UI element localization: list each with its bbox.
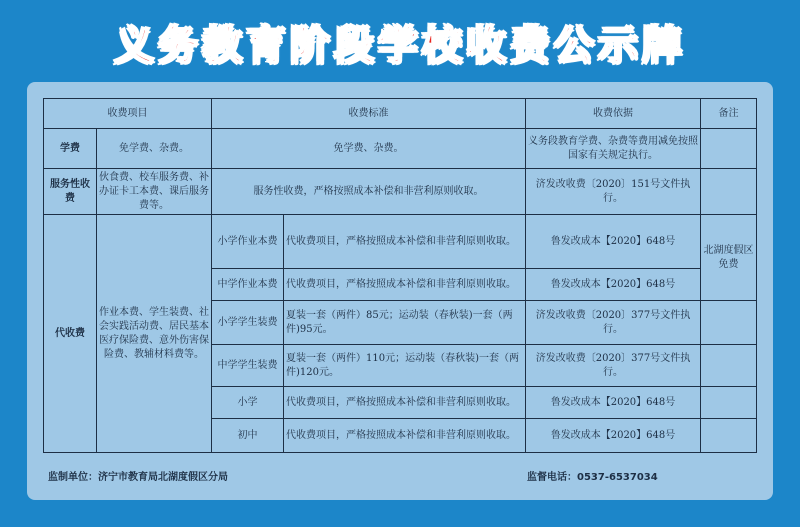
standard: 夏装一套（两件）85元；运动装（春秋装)一套（两件)95元。 <box>284 301 526 345</box>
supervisor-unit: 监制单位：济宁市教育局北湖度假区分局 <box>48 472 228 483</box>
category: 学费 <box>44 129 97 169</box>
remark <box>701 129 757 169</box>
header-item: 收费项目 <box>44 99 212 129</box>
basis: 济发改收费〔2020〕151号文件执行。 <box>526 169 701 215</box>
header-basis: 收费依据 <box>526 99 701 129</box>
basis: 济发改收费〔2020〕377号文件执行。 <box>526 345 701 387</box>
sub-item: 中学作业本费 <box>212 269 284 301</box>
page-title: 义务教育阶段学校收费公示牌 <box>114 23 686 69</box>
remark <box>701 301 757 345</box>
standard: 代收费项目，严格按照成本补偿和非营利原则收取。 <box>284 215 526 269</box>
header-remark: 备注 <box>701 99 757 129</box>
basis: 鲁发改成本【2020】648号 <box>526 387 701 419</box>
remark: 北湖度假区免费 <box>701 215 757 301</box>
basis: 鲁发改成本【2020】648号 <box>526 215 701 269</box>
items: 作业本费、学生装费、社会实践活动费、居民基本医疗保险费、意外伤害保险费、教辅材料费等。 <box>97 215 212 453</box>
basis: 鲁发改成本【2020】648号 <box>526 269 701 301</box>
category: 服务性收费 <box>44 169 97 215</box>
basis: 济发改收费〔2020〕377号文件执行。 <box>526 301 701 345</box>
sub-item: 小学作业本费 <box>212 215 284 269</box>
supervision-phone: 监督电话：0537-6537034 <box>527 472 658 483</box>
standard: 代收费项目，严格按照成本补偿和非营利原则收取。 <box>284 387 526 419</box>
items: 免学费、杂费。 <box>97 129 212 169</box>
remark <box>701 169 757 215</box>
sub-item: 初中 <box>212 419 284 453</box>
table-header-row <box>44 99 757 129</box>
basis: 鲁发改成本【2020】648号 <box>526 419 701 453</box>
sub-item: 小学 <box>212 387 284 419</box>
basis: 义务段教育学费、杂费等费用减免按照国家有关规定执行。 <box>526 129 701 169</box>
sub-item: 小学学生装费 <box>212 301 284 345</box>
standard: 夏装一套（两件）110元；运动装（春秋装)一套（两件)120元。 <box>284 345 526 387</box>
remark <box>701 387 757 419</box>
header-standard: 收费标准 <box>212 99 526 129</box>
table-row <box>44 129 757 169</box>
sub-item: 中学学生装费 <box>212 345 284 387</box>
category: 代收费 <box>44 215 97 453</box>
fee-table <box>43 98 757 453</box>
remark <box>701 345 757 387</box>
items: 伙食费、校车服务费、补办证卡工本费、课后服务费等。 <box>97 169 212 215</box>
standard: 服务性收费，严格按照成本补偿和非营利原则收取。 <box>212 169 526 215</box>
standard: 代收费项目，严格按照成本补偿和非营利原则收取。 <box>284 419 526 453</box>
standard: 免学费、杂费。 <box>212 129 526 169</box>
remark <box>701 419 757 453</box>
table-row <box>44 215 757 269</box>
table-row <box>44 169 757 215</box>
standard: 代收费项目，严格按照成本补偿和非营利原则收取。 <box>284 269 526 301</box>
